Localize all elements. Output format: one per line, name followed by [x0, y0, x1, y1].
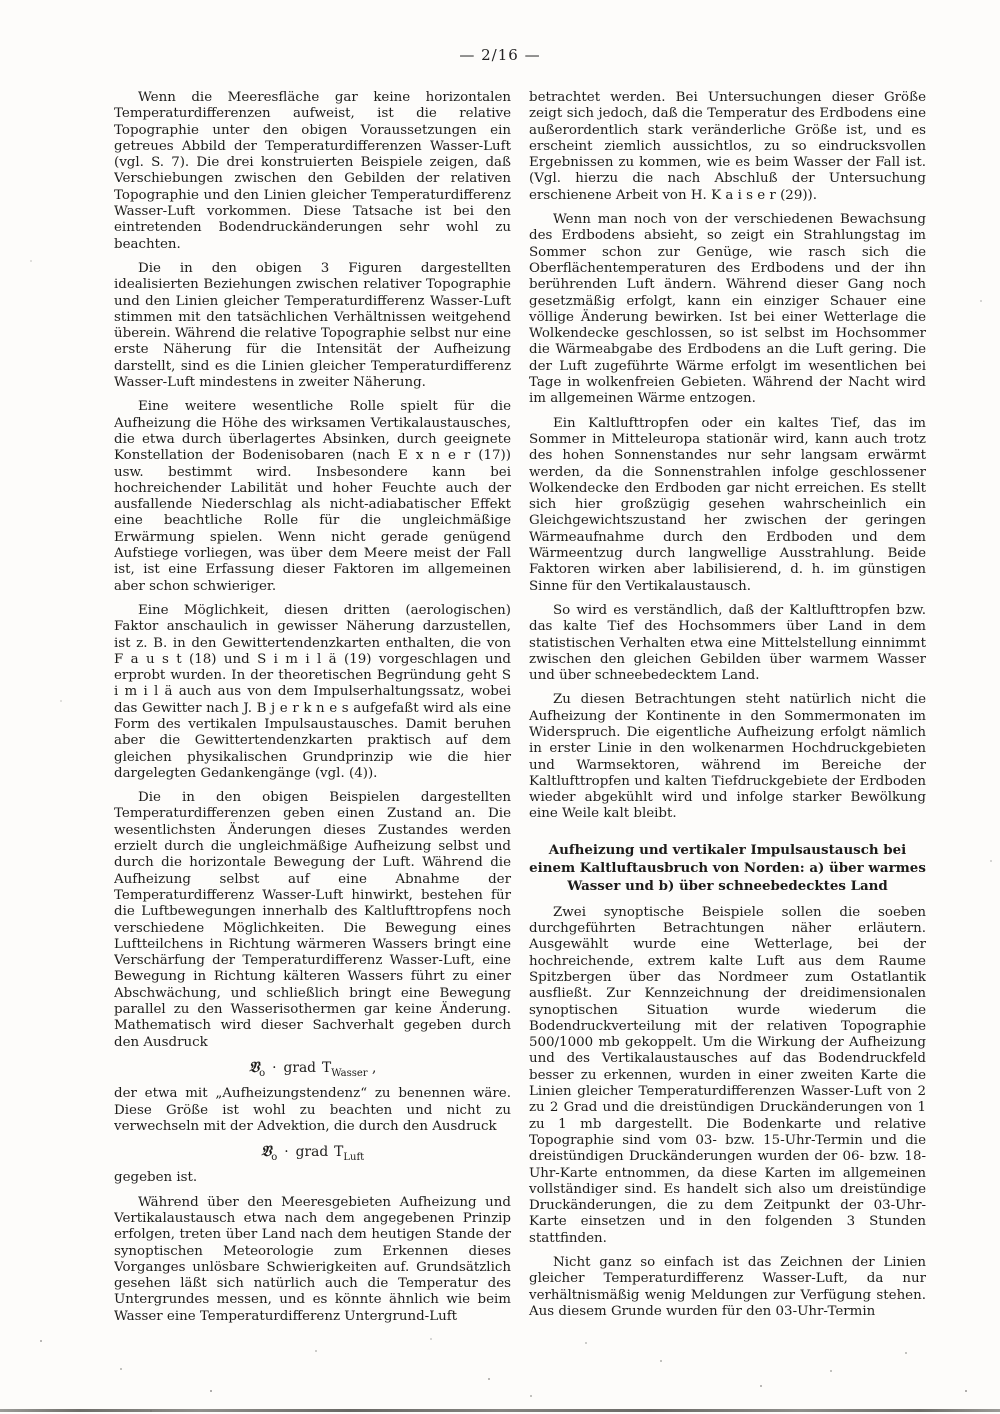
- paragraph: Nicht ganz so einfach ist das Zeichnen der Linien gleicher Temperaturdifferenz Wasser-Luft, da nur verhältnismäßig wenig Meldungen zur Verfügung stehen. Aus diesem Grunde wurden für den 03-Uhr-Termin: [529, 1255, 926, 1319]
- formula-aufheizungstendenz: [114, 1057, 511, 1079]
- paragraph: Eine Möglichkeit, diesen dritten (aerologischen) Faktor anschaulich in gewisser Näherung darzustellen, ist z. B. in den Gewittertendenzkarten enthalten, die von F a u s t (18) und S i m i l ä (19) vorgeschlagen und erprobt wurden. In der theoretischen Begründung geht S i m i l ä auch aus von dem Impulserhaltungssatz, wobei das Gewitter nach J. B j e r k n e s aufgefaßt wird als eine Form des vertikalen Impulsaustausches. Damit beruhen aber die Gewittertendenzkarten praktisch auf dem gleichen physikalischen Grundprinzip wie die hier dargelegten Gedankengänge (vgl. (4)).: [114, 602, 511, 781]
- paragraph: Während über den Meeresgebieten Aufheizung und Vertikalaustausch etwa nach dem angegebenen Prinzip erfolgen, treten über Land nach dem heutigen Stande der synoptischen Meteorologie zum Erkennen dieses Vorganges unlösbare Schwierigkeiten auf. Grundsätzlich gesehen läßt sich natürlich auch die Temperatur des Untergrundes messen, und es könnte ähnlich wie beim Wasser eine Temperaturdifferenz Untergrund-Luft: [114, 1194, 511, 1324]
- wind-vector-symbol: 𝔙: [260, 1142, 272, 1161]
- temperature-subscript: Wasser: [331, 1067, 368, 1079]
- section-heading: Aufheizung und vertikaler Impulsaustausch bei einem Kaltluftausbruch von Norden: a) über warmes Wasser und b) über schneebedecktes Land: [529, 841, 926, 894]
- formula-advektion: [114, 1142, 511, 1163]
- dot-operator: ·: [272, 1059, 277, 1076]
- vector-subscript: o: [271, 1151, 278, 1163]
- scan-bottom-edge: [0, 1409, 1000, 1412]
- vector-subscript: o: [259, 1067, 266, 1079]
- temperature-symbol: T: [322, 1059, 332, 1076]
- left-column: [114, 90, 511, 1350]
- paragraph: Die in den obigen Beispielen dargestellten Temperaturdifferenzen geben einen Zustand an. Die wesentlichsten Änderungen dieses Zustandes werden erzielt durch die ungleichmäßige Aufheizung selbst und durch die horizontale Bewegung der Luft. Während die Aufheizung selbst auf eine Abnahme der Temperaturdifferenz Wasser-Luft hinwirkt, bestehen für die Luftbewegungen innerhalb des Kaltlufttropfens noch verschiedene Möglichkeiten. Die Bewegung eines Luftteilchens in Richtung wärmeren Wassers bringt eine Verschärfung der Temperaturdifferenz Wasser-Luft, eine Bewegung in Richtung kälteren Wassers führt zu einer Abschwächung, und schließlich bringt eine Bewegung parallel zu den Wasserisothermen gar keine Änderung. Mathematisch wird dieser Sachverhalt gegeben durch den Ausdruck: [114, 790, 511, 1050]
- paragraph: Zu diesen Betrachtungen steht natürlich nicht die Aufheizung der Kontinente in den Sommermonaten im Widerspruch. Die eigentliche Aufheizung erfolgt nämlich in erster Linie in den wolkenarmen Hochdruckgebieten und Warmsektoren, während im Bereiche der Kaltlufttropfen und kalten Tiefdruckgebiete der Erdboden wieder abgekühlt wird und infolge starker Bewölkung eine Weile kalt bleibt.: [529, 692, 926, 822]
- paragraph: Ein Kaltlufttropfen oder ein kaltes Tief, das im Sommer in Mitteleuropa stationär wird, kann auch trotz des hohen Sonnenstandes nur sehr langsam erwärmt werden, da die Sonnenstrahlen infolge geschlossener Wolkendecke den Erdboden gar nicht erreichen. Es stellt sich hier großzügig gesehen wahrscheinlich ein Gleichgewichtszustand her zwischen der geringen Wärmeaufnahme durch den Erdboden und dem Wärmeentzug durch langwellige Ausstrahlung. Beide Faktoren wirken aber labilisierend, d. h. im günstigen Sinne für den Vertikalaustausch.: [529, 415, 926, 594]
- temperature-subscript: Luft: [343, 1151, 365, 1163]
- dot-operator: ·: [284, 1144, 289, 1161]
- paragraph: Zwei synoptische Beispiele sollen die soeben durchgeführten Betrachtungen näher erläutern. Ausgewählt wurde eine Wetterlage, bei der hochreichende, extrem kalte Luft aus dem Raume Spitzbergen über das Nordmeer zum Ostatlantik ausfließt. Zur Kennzeichnung der dreidimensionalen synoptischen Situation wurde wiederum die Bodendruckverteilung mit der relativen Topographie 500/1000 mb gekoppelt. Um die Wirkung der Aufheizung und des Vertikalaustausches auf das Bodendruckfeld besser zu erkennen, wurden in einer zweiten Karte die Linien gleicher Temperaturdifferenzen Wasser-Luft von 2 zu 2 Grad und die dreistündigen Druckänderungen von 1 zu 1 mb dargestellt. Die Bodenkarte und relative Topographie sind vom 03- bzw. 15-Uhr-Termin und die dreistündigen Druckänderungen wurden der 06- bzw. 18-Uhr-Karte entnommen, da diese Karten im allgemeinen vollständiger sind. Es handelt sich also um dreistündige Druckänderungen, die zu dem Zeitpunkt der 03-Uhr-Karte einsetzen und in den folgenden 3 Stunden stattfinden.: [529, 904, 926, 1246]
- scan-noise: [0, 0, 2, 2]
- paragraph: betrachtet werden. Bei Untersuchungen dieser Größe zeigt sich jedoch, daß die Temperatur des Erdbodens eine außerordentlich stark veränderliche Größe ist, und es erscheint ziemlich aussichtlos, zu so eindrucksvollen Ergebnissen zu kommen, wie es beim Wasser der Fall ist. (Vgl. hierzu die nach Abschluß der Untersuchung erschienene Arbeit von H. K a i s e r (29)).: [529, 90, 926, 203]
- paragraph: Wenn die Meeresfläche gar keine horizontalen Temperaturdifferenzen aufweist, ist die relative Topographie unter den obigen Voraussetzungen ein getreues Abbild der Temperaturdifferenzen Wasser-Luft (vgl. S. 7). Die drei konstruierten Beispiele zeigen, daß Verschiebungen zwischen den Gebilden der relativen Topographie und den Linien gleicher Temperaturdifferenz Wasser-Luft vorkommen. Diese Tatsache ist bei den eintretenden Bodendruckänderungen sehr wohl zu beachten.: [114, 90, 511, 252]
- right-column: [529, 90, 926, 1350]
- paragraph: So wird es verständlich, daß der Kaltlufttropfen bzw. das kalte Tief des Hochsommers über Land in dem statistischen Verhalten etwa eine Mittelstellung einnimmt zwischen den gleichen Gebilden über warmem Wasser und über schneebedecktem Land.: [529, 602, 926, 684]
- paragraph: Wenn man noch von der verschiedenen Bewachsung des Erdbodens absieht, so zeigt ein Strahlungstag im Sommer schon zur Genüge, wie rasch sich die Oberflächentemperaturen des Erdbodens und der ihn berührenden Luft ändern. Während dieser Gang noch gesetzmäßig erfolgt, kann ein einziger Schauer eine völlige Änderung bewirken. Ist bei einer Wetterlage die Wolkendecke geschlossen, so ist selbst im Hochsommer die Wärmeabgabe des Erdbodens an die Luft gering. Die der Luft zugeführte Wärme erfolgt im wesentlichen bei Tage in wolkenfreien Gebieten. Während der Nacht wird im allgemeinen Wärme entzogen.: [529, 212, 926, 407]
- gradient-operator: grad: [283, 1059, 317, 1076]
- gradient-operator: grad: [295, 1144, 329, 1161]
- page-number: — 2/16 —: [459, 46, 541, 64]
- text-columns: [114, 90, 926, 1350]
- paragraph: der etwa mit „Aufheizungstendenz“ zu benennen wäre. Diese Größe ist wohl zu beachten und nicht zu verwechseln mit der Advektion, die durch den Ausdruck: [114, 1086, 511, 1134]
- paragraph: Die in den obigen 3 Figuren dargestellten idealisierten Beziehungen zwischen relativer Topographie und den Linien gleicher Temperaturdifferenz Wasser-Luft stimmen mit den tatsächlichen Verhältnissen weitgehend überein. Während die relative Topographie selbst nur eine erste Näherung für die Intensität der Aufheizung darstellt, sind es die Linien gleicher Temperaturdifferenz Wasser-Luft mindestens in zweiter Näherung.: [114, 260, 511, 391]
- paragraph: Eine weitere wesentliche Rolle spielt für die Aufheizung die Höhe des wirksamen Vertikalaustausches, die etwa durch überlagertes Absinken, durch geeignete Konstellation der Bodenisobaren (nach E x n e r (17)) usw. bestimmt wird. Insbesondere kann bei hochreichender Labilität und hoher Feuchte auch der ausfallende Niederschlag als nicht-adiabatischer Effekt eine beachtliche Rolle für die ungleichmäßige Erwärmung spielen. Wenn nicht gerade genügend Aufstiege vorliegen, was über dem Meere meist der Fall ist, ist eine Erfassung dieser Faktoren im allgemeinen aber schon schwieriger.: [114, 399, 511, 594]
- wind-vector-symbol: 𝔙: [248, 1057, 260, 1076]
- paragraph: gegeben ist.: [114, 1170, 198, 1186]
- formula-suffix: ,: [367, 1059, 377, 1076]
- temperature-symbol: T: [334, 1144, 344, 1161]
